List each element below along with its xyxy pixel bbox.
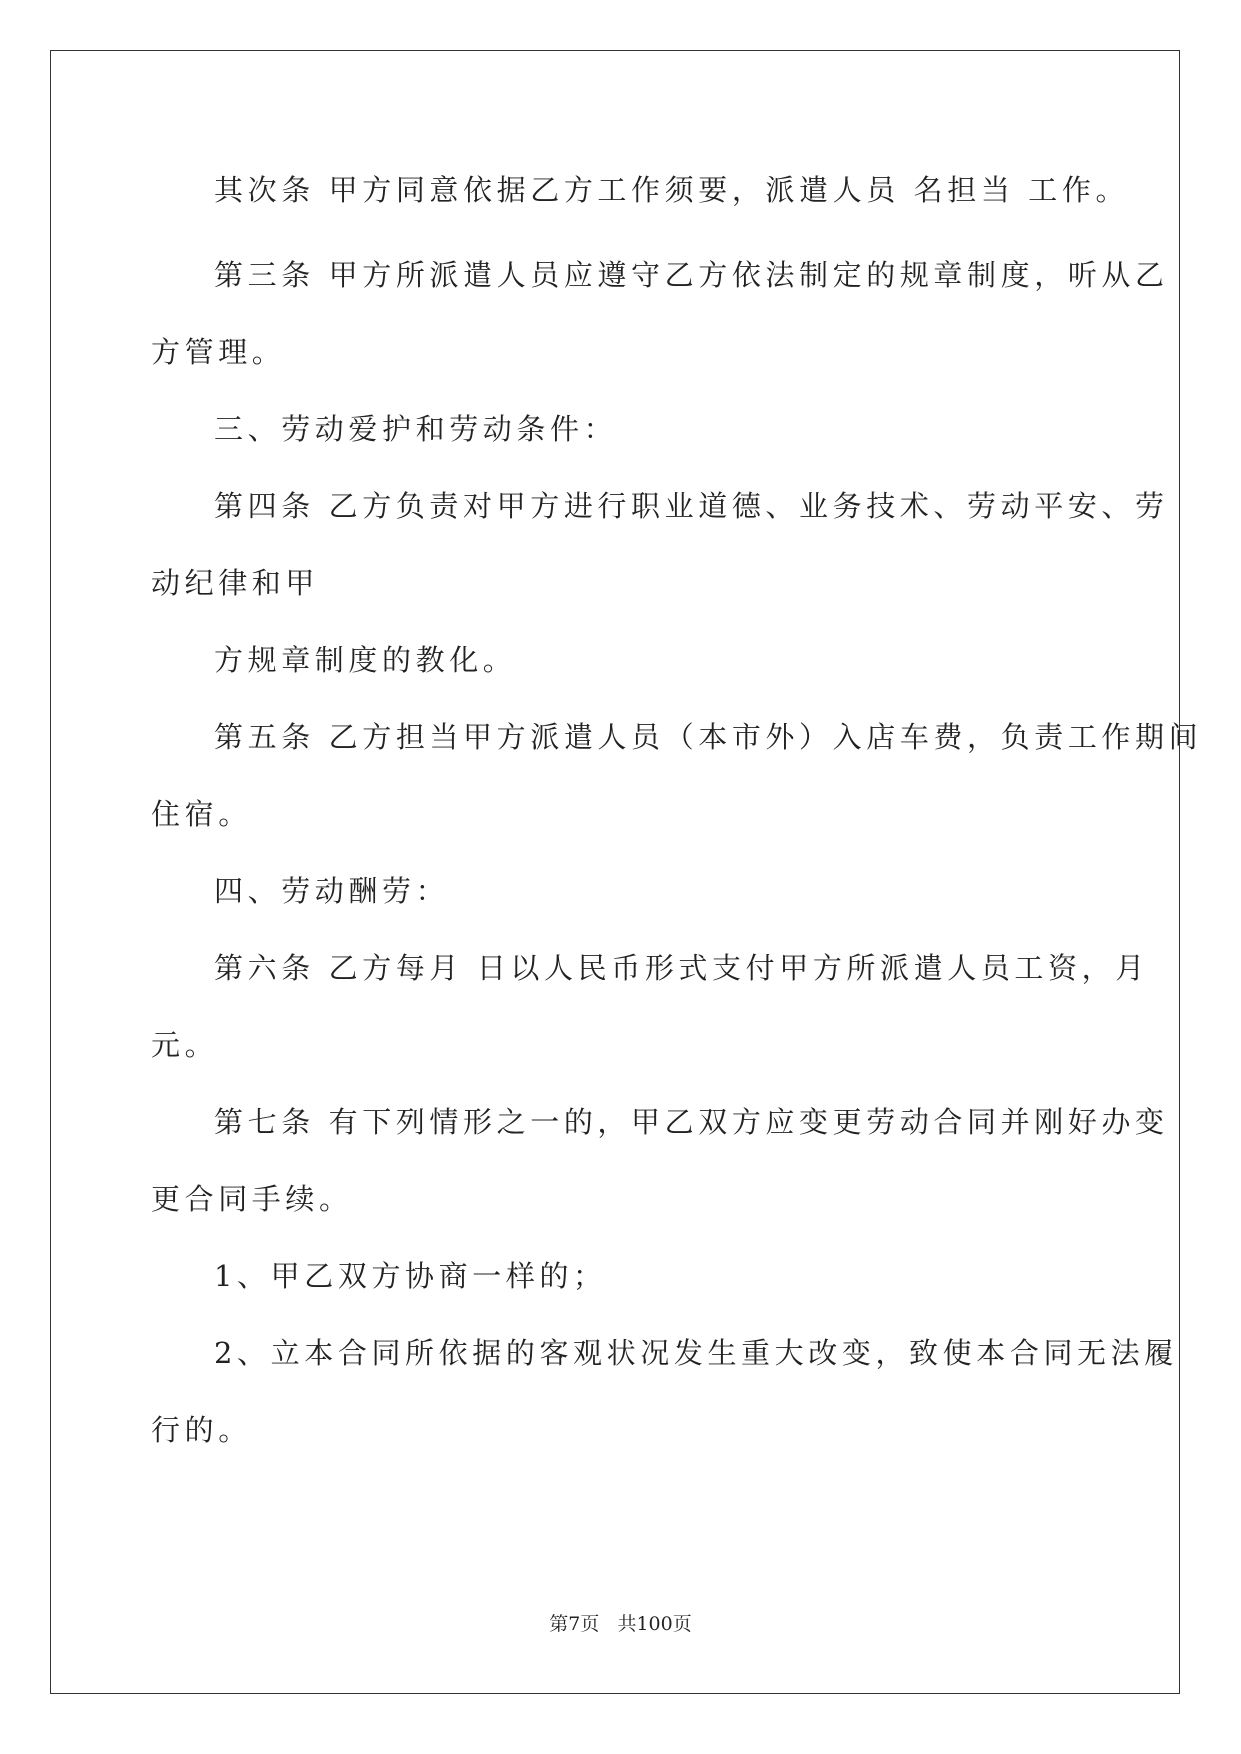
list-item-2-line-2: 行的。 — [151, 1413, 252, 1447]
clause-5-line-2: 住宿。 — [151, 797, 252, 831]
clause-2-line-1: 其次条 甲方同意依据乙方工作须要，派遣人员 名担当 工作。 — [214, 173, 1130, 207]
clause-6-line-1: 第六条 乙方每月 日以人民币形式支付甲方所派遣人员工资，月 — [214, 951, 1149, 985]
list-item-2-line-1: 2、立本合同所依据的客观状况发生重大改变，致使本合同无法履 — [214, 1336, 1178, 1370]
list-item-1: 1、甲乙双方协商一样的； — [214, 1259, 607, 1293]
page-number-footer: 第7页 共100页 — [549, 1613, 692, 1635]
clause-3-line-1: 第三条 甲方所派遣人员应遵守乙方依法制定的规章制度，听从乙 — [214, 258, 1169, 292]
clause-7-line-2: 更合同手续。 — [151, 1182, 353, 1216]
clause-4-line-1: 第四条 乙方负责对甲方进行职业道德、业务技术、劳动平安、劳 — [214, 489, 1169, 523]
clause-4-line-2: 动纪律和甲 — [151, 566, 320, 600]
section-4-heading: 四、劳动酬劳： — [214, 874, 450, 908]
page-border — [50, 50, 1180, 1694]
section-3-heading: 三、劳动爱护和劳动条件： — [214, 412, 618, 446]
clause-3-line-2: 方管理。 — [151, 335, 286, 369]
clause-7-line-1: 第七条 有下列情形之一的，甲乙双方应变更劳动合同并刚好办变 — [214, 1105, 1169, 1139]
clause-4-line-3: 方规章制度的教化。 — [214, 643, 517, 677]
clause-6-line-2: 元。 — [151, 1028, 219, 1062]
clause-5-line-1: 第五条 乙方担当甲方派遣人员（本市外）入店车费，负责工作期间 — [214, 720, 1203, 754]
